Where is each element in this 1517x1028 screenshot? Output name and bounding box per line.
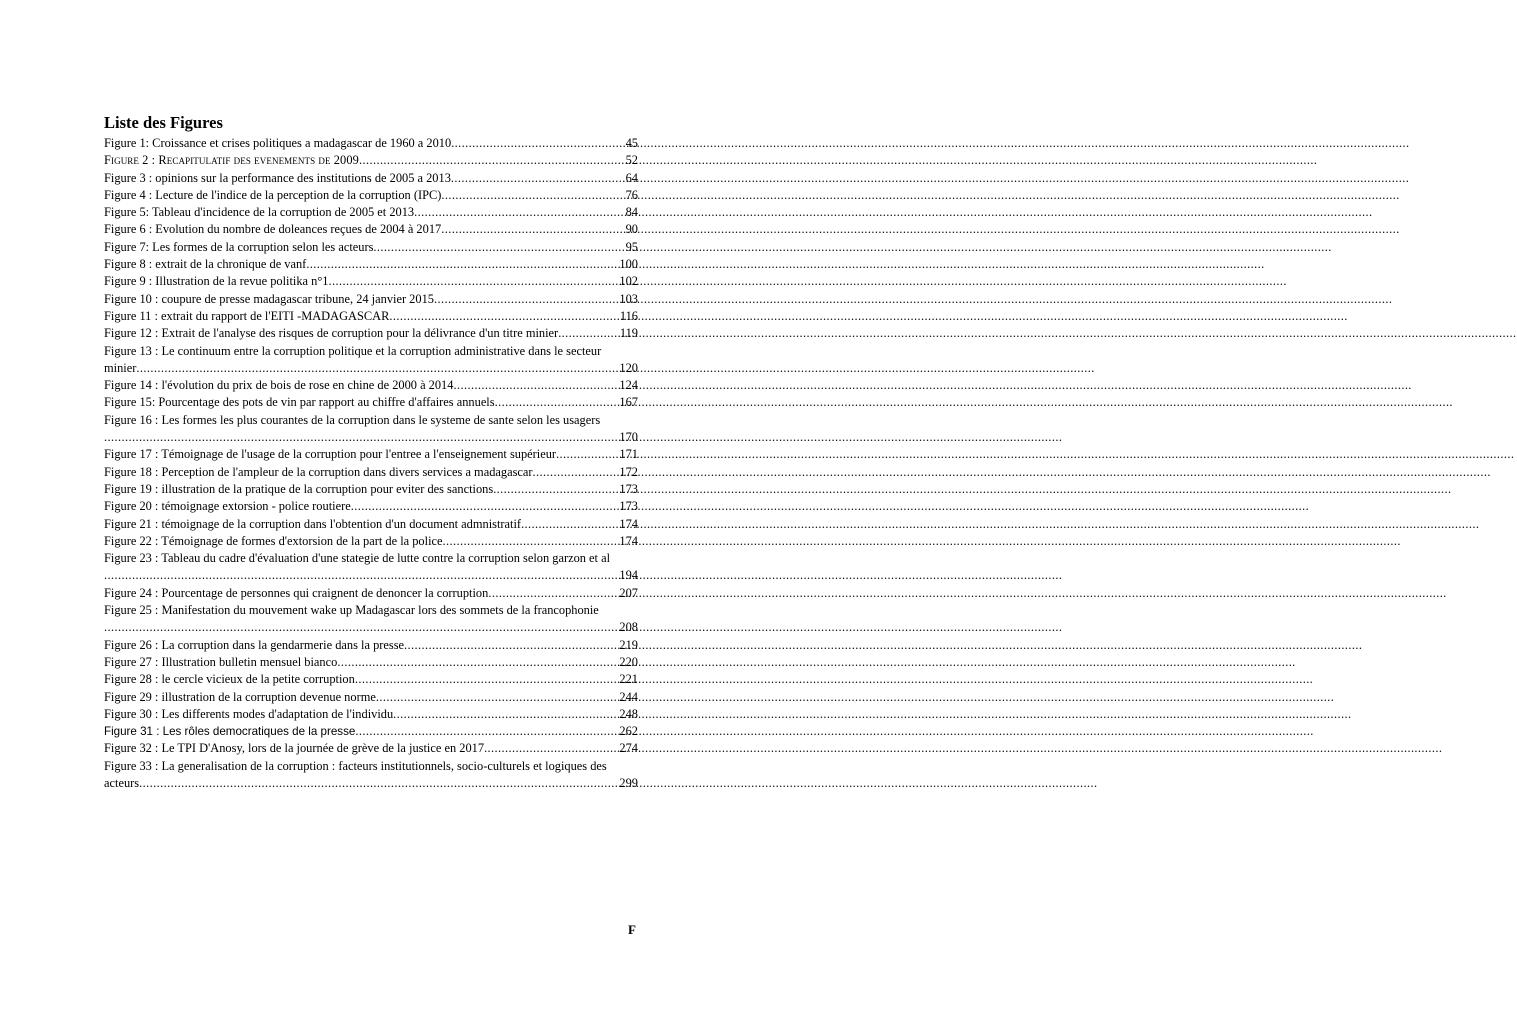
- page-footer-mark: F: [628, 922, 636, 937]
- dot-leader: [404, 637, 617, 654]
- dot-leader: [443, 533, 618, 550]
- dot-leader: [521, 516, 617, 533]
- toc-entry-text: Figure 6 : Evolution du nombre de doleances reçues de 2004 à 2017: [104, 222, 442, 237]
- toc-entry-page: 220: [619, 654, 638, 669]
- toc-entry-page: 119: [619, 326, 638, 341]
- toc-entry-text: Figure 11 : extrait du rapport de l'EITI -MADAGASCAR: [104, 308, 390, 323]
- toc-entry-text: Figure 23 : Tableau du cadre d'évaluation d'une stategie de lutte contre la corruption selon garzon et al: [104, 551, 611, 566]
- toc-entry-text: Figure 33 : La generalisation de la corruption : facteurs institutionnels, socio-culturels et logiques des: [104, 758, 607, 773]
- toc-entry-text: Figure 26 : La corruption dans la gendarmerie dans la presse: [104, 637, 405, 652]
- toc-entry[interactable]: [104, 585, 638, 602]
- dot-leader: [414, 204, 623, 221]
- toc-entry[interactable]: [104, 221, 638, 238]
- toc-entry-text: Figure 1: Croissance et crises politiques a madagascar de 1960 a 2010: [104, 136, 452, 150]
- dot-leader: [351, 498, 618, 515]
- toc-entry-text-continued: minier: [104, 360, 137, 375]
- toc-entry[interactable]: [104, 187, 638, 204]
- dot-leader: [104, 429, 617, 446]
- toc-entry-page: 76: [625, 187, 638, 202]
- toc-entry-page: 95: [625, 239, 638, 254]
- toc-entry-text: Figure 27 : Illustration bulletin mensuel bianco: [104, 654, 338, 669]
- toc-entry-page: 244: [619, 689, 638, 704]
- dot-leader: [434, 291, 617, 308]
- dot-leader: [306, 256, 617, 273]
- toc-entry[interactable]: [104, 152, 638, 169]
- toc-entry-page: 248: [619, 706, 638, 721]
- toc-entry[interactable]: [104, 498, 638, 515]
- toc-entry-page: 64: [625, 170, 638, 185]
- dot-leader: [441, 221, 623, 238]
- dot-leader: [136, 360, 617, 377]
- document-page: [0, 0, 700, 1028]
- toc-entry-page: 262: [619, 724, 638, 739]
- toc-entry-page: 173: [619, 481, 638, 496]
- toc-entry[interactable]: [104, 464, 638, 481]
- toc-entry-text: Figure 5: Tableau d'incidence de la corruption de 2005 et 2013: [104, 205, 415, 220]
- toc-entry-page: 124: [619, 378, 638, 393]
- dot-leader: [104, 619, 617, 636]
- dot-leader: [376, 689, 618, 706]
- toc-entry-text: Figure 20 : témoignage extorsion - police routiere: [104, 499, 351, 514]
- toc-entry-page: 116: [619, 308, 638, 323]
- toc-entry[interactable]: [104, 550, 638, 585]
- toc-entry-page: 207: [619, 585, 638, 600]
- toc-entry-text: Figure 17 : Témoignage de l'usage de la corruption pour l'entree a l'enseignement supérieur: [104, 447, 557, 462]
- toc-entry-text: Figure 29 : illustration de la corruption devenue norme: [104, 689, 376, 704]
- toc-entry-page: 174: [619, 516, 638, 531]
- toc-entry-text: Figure 4 : Lecture de l'indice de la perception de la corruption (IPC): [104, 187, 442, 202]
- toc-entry-text: Figure 19 : illustration de la pratique de la corruption pour eviter des sanctions: [104, 481, 494, 496]
- toc-entry[interactable]: [104, 135, 638, 152]
- toc-entry[interactable]: [104, 291, 638, 308]
- toc-entry-page: 171: [619, 447, 638, 462]
- toc-entry-page: 45: [625, 136, 638, 150]
- toc-entry-page: 120: [619, 360, 638, 375]
- toc-entry-text: Figure 16 : Les formes les plus courantes de la corruption dans le systeme de sante selon les usagers: [104, 412, 601, 427]
- dot-leader: [393, 706, 617, 723]
- toc-entry[interactable]: [104, 256, 638, 273]
- dot-leader: [359, 152, 624, 169]
- toc-entry-page: 100: [619, 257, 638, 272]
- toc-entry[interactable]: [104, 689, 638, 706]
- toc-entry-page: 221: [619, 672, 638, 687]
- toc-entry-page: 274: [619, 741, 638, 756]
- toc-entry[interactable]: [104, 706, 638, 723]
- toc-entry[interactable]: [104, 637, 638, 654]
- dot-leader: [493, 481, 617, 498]
- toc-entry-text: Figure 22 : Témoignage de formes d'extorsion de la part de la police: [104, 533, 443, 548]
- toc-entry[interactable]: [104, 239, 638, 256]
- toc-entry[interactable]: [104, 170, 638, 187]
- toc-entry[interactable]: [104, 377, 638, 394]
- dot-leader: [355, 671, 618, 688]
- toc-entry-page: 84: [625, 205, 638, 220]
- toc-entry-page: 194: [619, 568, 638, 583]
- dot-leader: [337, 654, 617, 671]
- toc-entry-text: Figure 2 : Recapitulatif des evenements de 2009: [104, 153, 359, 168]
- toc-entry[interactable]: [104, 204, 638, 221]
- dot-leader: [558, 325, 618, 342]
- toc-entry-text: Figure 15: Pourcentage des pots de vin par rapport au chiffre d'affaires annuels: [104, 395, 495, 410]
- dot-leader: [389, 308, 618, 325]
- toc-entry-text: Figure 14 : l'évolution du prix de bois de rose en chine de 2000 à 2014: [104, 378, 454, 393]
- toc-entry-page: 103: [619, 291, 638, 306]
- toc-entry-text: Figure 30 : Les differents modes d'adaptation de l'individu: [104, 706, 394, 721]
- toc-entry-page: 208: [619, 620, 638, 635]
- toc-entry[interactable]: [104, 740, 638, 757]
- toc-entry[interactable]: [104, 446, 638, 463]
- toc-entry[interactable]: [104, 325, 638, 342]
- toc-entry-text: Figure 3 : opinions sur la performance des institutions de 2005 a 2013: [104, 170, 451, 185]
- toc-entry[interactable]: [104, 412, 638, 447]
- dot-leader: [451, 135, 623, 152]
- toc-entry-text: Figure 7: Les formes de la corruption selon les acteurs: [104, 239, 374, 254]
- dot-leader: [355, 723, 617, 740]
- dot-leader: [373, 239, 623, 256]
- toc-entry-page: 102: [619, 274, 638, 289]
- toc-entry[interactable]: [104, 671, 638, 688]
- toc-entry[interactable]: [104, 481, 638, 498]
- toc-entry-text: Figure 13 : Le continuum entre la corruption politique et la corruption administrative dans le secteur: [104, 343, 602, 358]
- toc-entry[interactable]: [104, 602, 638, 637]
- toc-entry-text: Figure 21 : témoignage de la corruption dans l'obtention d'un document admnistratif: [104, 516, 522, 531]
- toc-entry-text: Figure 8 : extrait de la chronique de vanf: [104, 257, 307, 272]
- toc-entry[interactable]: [104, 308, 638, 325]
- toc-entry-page: 167: [619, 395, 638, 410]
- list-of-figures-heading: Liste des Figures: [104, 113, 223, 132]
- dot-leader: [484, 740, 617, 757]
- dot-leader: [451, 170, 624, 187]
- toc-entry-text: Figure 31 : Les rôles democratiques de la presse: [104, 725, 356, 739]
- toc-entry-text: Figure 28 : le cercle vicieux de la petite corruption: [104, 672, 355, 687]
- toc-entry-page: 170: [619, 430, 638, 445]
- toc-entry-text: Figure 18 : Perception de l'ampleur de la corruption dans divers services a madagascar: [104, 464, 533, 479]
- toc-entry-text: Figure 9 : Illustration de la revue politika n°1: [104, 274, 329, 289]
- dot-leader: [453, 377, 617, 394]
- toc-entry[interactable]: [104, 343, 638, 378]
- toc-entry[interactable]: [104, 654, 638, 671]
- toc-entry-text-continued: acteurs: [104, 775, 140, 790]
- toc-entry-text: Figure 24 : Pourcentage de personnes qui craignent de denoncer la corruption: [104, 585, 489, 600]
- toc-entry[interactable]: [104, 758, 638, 793]
- toc-entry-page: 173: [619, 499, 638, 514]
- toc-entry[interactable]: [104, 394, 638, 411]
- toc-entry-page: 52: [625, 153, 638, 168]
- toc-entry[interactable]: [104, 723, 638, 740]
- toc-entry-page: 299: [619, 775, 638, 790]
- toc-entry-text: Figure 12 : Extrait de l'analyse des risques de corruption pour la délivrance d'un titre minier: [104, 326, 559, 341]
- dot-leader: [495, 394, 618, 411]
- dot-leader: [488, 585, 617, 602]
- dot-leader: [533, 464, 618, 481]
- dot-leader: [139, 775, 617, 792]
- toc-entry-text: Figure 25 : Manifestation du mouvement wake up Madagascar lors des sommets de la francophonie: [104, 603, 599, 618]
- toc-entry[interactable]: [104, 516, 638, 533]
- toc-entry-text: Figure 32 : Le TPI D'Anosy, lors de la journée de grève de la justice en 2017: [104, 741, 485, 756]
- figures-list: [104, 135, 638, 792]
- toc-entry-page: 172: [619, 464, 638, 479]
- toc-entry-page: 90: [625, 222, 638, 237]
- dot-leader: [441, 187, 623, 204]
- toc-entry-text: Figure 10 : coupure de presse madagascar tribune, 24 janvier 2015: [104, 291, 434, 306]
- toc-entry[interactable]: [104, 533, 638, 550]
- toc-entry[interactable]: [104, 273, 638, 290]
- dot-leader: [329, 273, 618, 290]
- dot-leader: [104, 567, 617, 584]
- toc-entry-page: 219: [619, 637, 638, 652]
- dot-leader: [556, 446, 617, 463]
- toc-entry-page: 174: [619, 533, 638, 548]
